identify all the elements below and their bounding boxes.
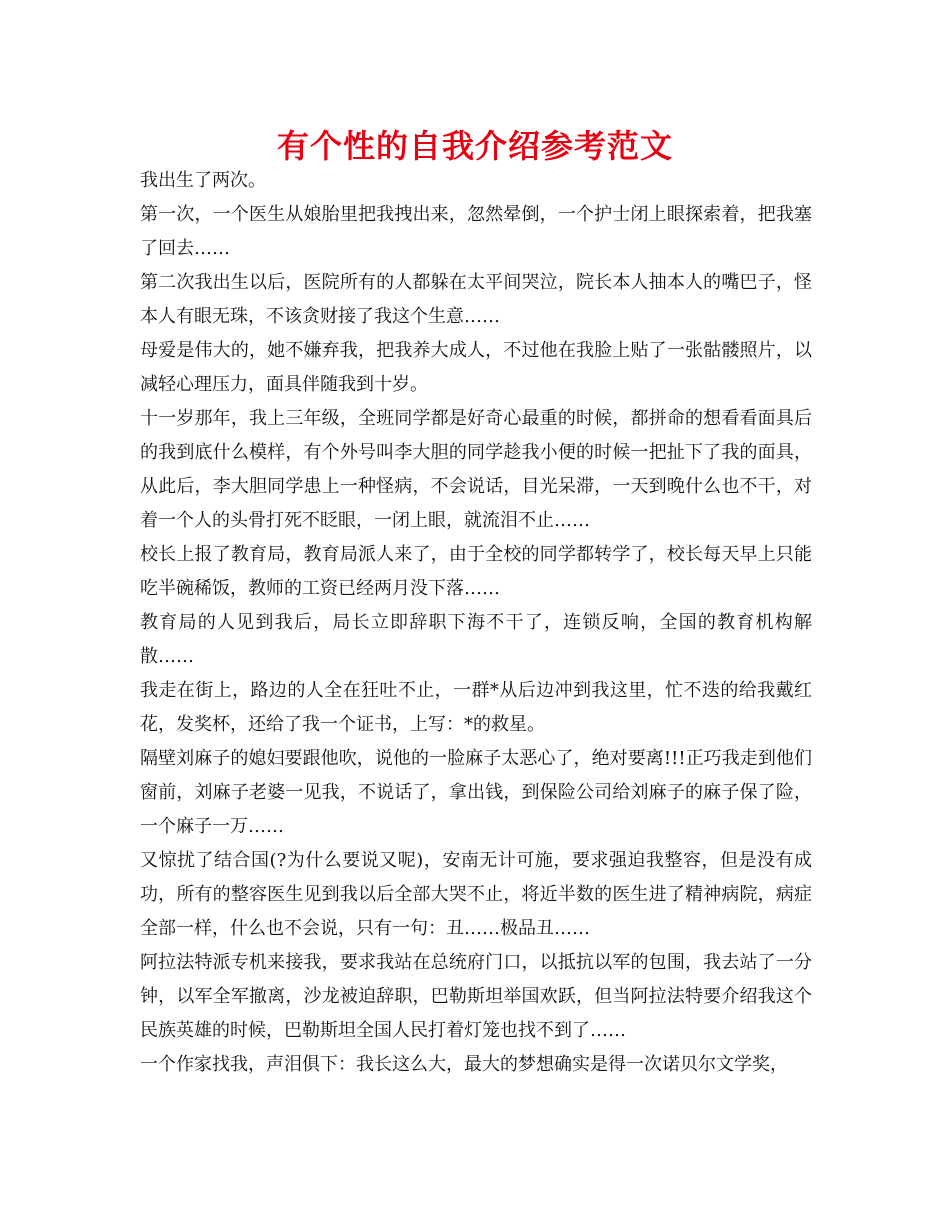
paragraph: 隔壁刘麻子的媳妇要跟他吹，说他的一脸麻子太恶心了，绝对要离!!!正巧我走到他们窗前，刘麻子老婆一见我，不说话了，拿出钱，到保险公司给刘麻子的麻子保了险，一个麻子一万…… (140, 748, 812, 837)
paragraph: 母爱是伟大的，她不嫌弃我，把我养大成人，不过他在我脸上贴了一张骷髅照片，以减轻心理压力，面具伴随我到十岁。 (140, 340, 812, 395)
paragraph: 我走在街上，路边的人全在狂吐不止，一群*从后边冲到我这里，忙不迭的给我戴红花，发奖杯，还给了我一个证书，上写：*的救星。 (140, 680, 812, 735)
paragraph: 一个作家找我，声泪俱下：我长这么大，最大的梦想确实是得一次诺贝尔文学奖， (140, 1054, 788, 1075)
paragraph: 校长上报了教育局，教育局派人来了，由于全校的同学都转学了，校长每天早上只能吃半碗稀饭，教师的工资已经两月没下落…… (140, 544, 812, 599)
paragraph: 第二次我出生以后，医院所有的人都躲在太平间哭泣，院长本人抽本人的嘴巴子，怪本人有眼无珠，不该贪财接了我这个生意…… (140, 272, 812, 327)
paragraph: 我出生了两次。 (140, 170, 266, 191)
paragraph: 阿拉法特派专机来接我，要求我站在总统府门口，以抵抗以军的包围，我去站了一分钟，以军全军撤离，沙龙被迫辞职，巴勒斯坦举国欢跃，但当阿拉法特要介绍我这个民族英雄的时候，巴勒斯坦全国人民打着灯笼也找不到了…… (140, 952, 812, 1041)
paragraph: 又惊扰了结合国(?为什么要说又呢)，安南无计可施，要求强迫我整容，但是没有成功，所有的整容医生见到我以后全部大哭不止，将近半数的医生进了精神病院，病症全部一样，什么也不会说，只有一句：丑……极品丑…… (140, 850, 812, 939)
document-title: 有个性的自我介绍参考范文 (276, 127, 673, 165)
paragraph: 教育局的人见到我后，局长立即辞职下海不干了，连锁反响，全国的教育机构解散…… (140, 612, 812, 667)
document-body (140, 164, 812, 1082)
paragraph: 十一岁那年，我上三年级，全班同学都是好奇心最重的时候，都拼命的想看看面具后的我到底什么模样，有个外号叫李大胆的同学趁我小便的时候一把扯下了我的面具，从此后，李大胆同学患上一种怪病，不会说话，目光呆滞，一天到晚什么也不干，对着一个人的头骨打死不眨眼，一闭上眼，就流泪不止…… (140, 408, 812, 531)
paragraph: 第一次，一个医生从娘胎里把我拽出来，忽然晕倒，一个护士闭上眼探索着，把我塞了回去…… (140, 204, 812, 259)
